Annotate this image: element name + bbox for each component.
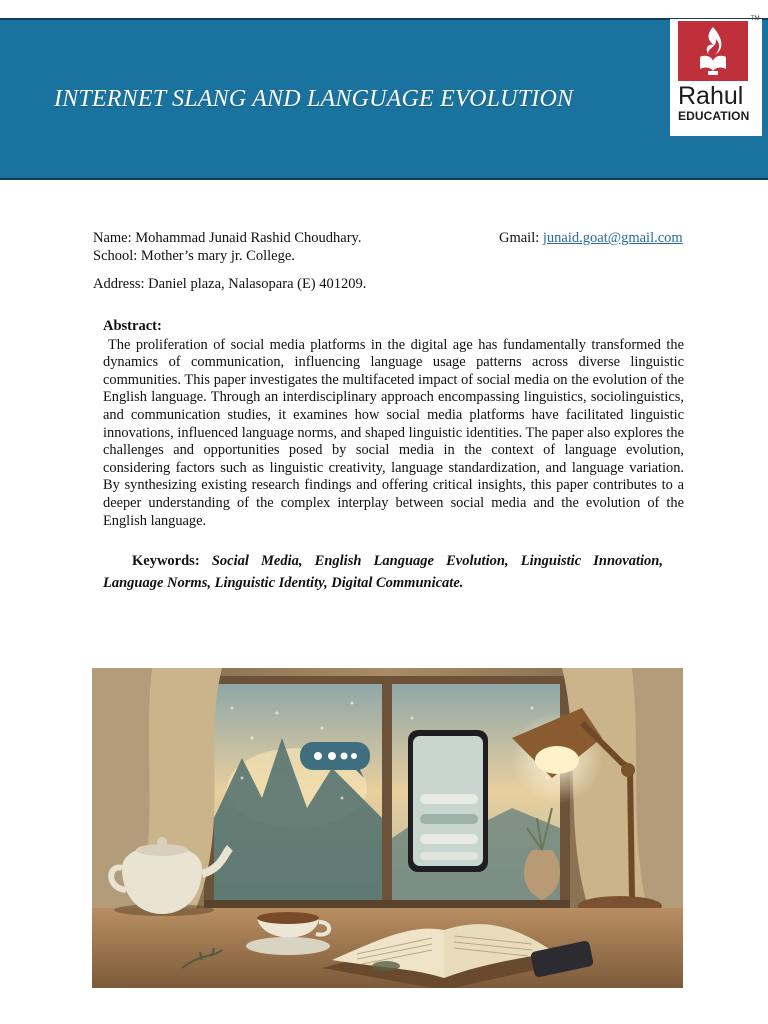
rahul-education-logo [670, 19, 762, 136]
author-name: Name: Mohammad Junaid Rashid Choudhary. [93, 230, 362, 246]
abstract-heading: Abstract: [103, 318, 162, 334]
gmail-label: Gmail: [499, 230, 543, 246]
window-scene [204, 676, 570, 910]
abstract-section [103, 318, 684, 530]
logo-name: Rahul [678, 82, 744, 110]
gmail-line [499, 229, 683, 247]
keywords-section [103, 550, 663, 594]
keywords-text: Social Media, English Language Evolution, Linguistic Innovation, Language Norms, Linguistic Identity, Digital Communicate. [103, 553, 663, 591]
flame-book-icon [678, 21, 748, 81]
logo-subtitle: EDUCATION [678, 109, 750, 123]
keywords-label: Keywords: [132, 553, 212, 569]
trademark-mark: TM [751, 16, 760, 22]
abstract-body: The proliferation of social media platforms in the digital age has fundamentally transformed the dynamics of communication, influencing language usage patterns across diverse linguistic communities. This paper investigates the multifaceted impact of social media on the evolution of the English language. Through an interdisciplinary approach encompassing linguistics, sociolinguistics, and communication studies, it examines how social media platforms have facilitated linguistic innovations, influenced language norms, and shaped linguistic identities. The paper also explores the challenges and opportunities posed by social media in the context of language evolution, considering factors such as linguistic creativity, language standardization, and language variation. By synthesizing existing research findings and offering critical insights, this paper contributes to a deeper understanding of the complex interplay between social media and the evolution of the English language. [103, 336, 684, 529]
author-school: School: Mother’s mary jr. College. [93, 248, 295, 264]
cover-illustration [92, 668, 683, 988]
smartphone-icon [408, 730, 488, 872]
document-title: INTERNET SLANG AND LANGUAGE EVOLUTION [54, 86, 574, 112]
author-address: Address: Daniel plaza, Nalasopara (E) 401209. [93, 276, 367, 292]
gmail-link[interactable]: junaid.goat@gmail.com [542, 230, 683, 246]
